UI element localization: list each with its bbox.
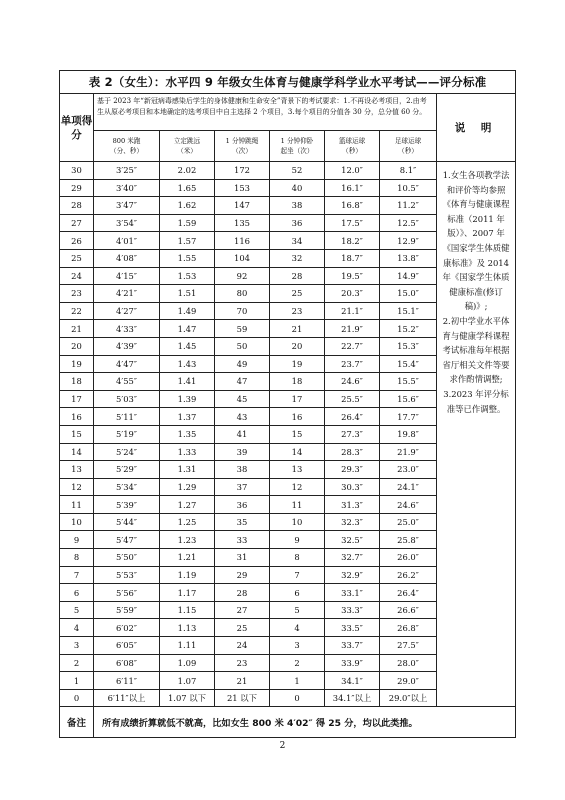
value-cell: 32 (270, 249, 325, 267)
column-header-unit: （次） (232, 147, 252, 155)
value-cell: 25.8″ (380, 531, 437, 549)
score-cell: 20 (60, 337, 94, 355)
scoring-table (59, 70, 516, 738)
value-cell: 31.3″ (325, 496, 380, 514)
value-cell: 5 (270, 601, 325, 619)
value-cell: 16 (270, 408, 325, 426)
value-cell: 21.1″ (325, 302, 380, 320)
value-cell: 3′54″ (94, 214, 160, 232)
value-cell: 15.0″ (380, 285, 437, 303)
score-cell: 17 (60, 390, 94, 408)
table-row (60, 162, 516, 180)
value-cell: 4′15″ (94, 267, 160, 285)
value-cell: 5′24″ (94, 443, 160, 461)
value-cell: 18.2″ (325, 232, 380, 250)
value-cell: 3′40″ (94, 179, 160, 197)
remark-label: 备注 (60, 707, 94, 738)
value-cell: 135 (215, 214, 270, 232)
column-header (380, 131, 437, 162)
value-cell: 32.3″ (325, 513, 380, 531)
value-cell: 2 (270, 654, 325, 672)
value-cell: 19.5″ (325, 267, 380, 285)
value-cell: 21.9″ (325, 320, 380, 338)
score-cell: 16 (60, 408, 94, 426)
column-header-name: 篮球运球 (338, 137, 366, 145)
value-cell: 14 (270, 443, 325, 461)
value-cell: 3′25″ (94, 162, 160, 180)
value-cell: 27.3″ (325, 425, 380, 443)
score-cell: 22 (60, 302, 94, 320)
score-cell: 9 (60, 531, 94, 549)
value-cell: 9 (270, 531, 325, 549)
value-cell: 21 (270, 320, 325, 338)
value-cell: 13 (270, 461, 325, 479)
score-cell: 12 (60, 478, 94, 496)
column-header (270, 131, 325, 162)
score-cell: 10 (60, 513, 94, 531)
value-cell: 1.53 (160, 267, 215, 285)
value-cell: 37 (215, 478, 270, 496)
value-cell: 34.1″以上 (325, 689, 380, 707)
value-cell: 25.0″ (380, 513, 437, 531)
explanation-notes (437, 162, 516, 707)
value-cell: 26.6″ (380, 601, 437, 619)
value-cell: 17.5″ (325, 214, 380, 232)
value-cell: 5′03″ (94, 390, 160, 408)
value-cell: 4′39″ (94, 337, 160, 355)
score-cell: 0 (60, 689, 94, 707)
value-cell: 1.35 (160, 425, 215, 443)
value-cell: 1.11 (160, 637, 215, 655)
value-cell: 5′50″ (94, 549, 160, 567)
value-cell: 12.9″ (380, 232, 437, 250)
value-cell: 21 以下 (215, 689, 270, 707)
value-cell: 12.5″ (380, 214, 437, 232)
score-cell: 1 (60, 672, 94, 690)
value-cell: 1.29 (160, 478, 215, 496)
value-cell: 70 (215, 302, 270, 320)
value-cell: 1.09 (160, 654, 215, 672)
value-cell: 16.8″ (325, 197, 380, 215)
value-cell: 4′33″ (94, 320, 160, 338)
value-cell: 11.2″ (380, 197, 437, 215)
value-cell: 6 (270, 584, 325, 602)
value-cell: 24 (215, 637, 270, 655)
column-header-name: 足球运球 (394, 137, 422, 145)
value-cell: 27 (215, 601, 270, 619)
value-cell: 24.6″ (325, 373, 380, 391)
value-cell: 11 (270, 496, 325, 514)
value-cell: 36 (270, 214, 325, 232)
value-cell: 1.47 (160, 320, 215, 338)
value-cell: 5′11″ (94, 408, 160, 426)
value-cell: 0 (270, 689, 325, 707)
value-cell: 6′08″ (94, 654, 160, 672)
value-cell: 28 (270, 267, 325, 285)
score-cell: 4 (60, 619, 94, 637)
value-cell: 1.07 以下 (160, 689, 215, 707)
value-cell: 30.3″ (325, 478, 380, 496)
score-cell: 11 (60, 496, 94, 514)
value-cell: 29.0″ (380, 672, 437, 690)
exam-requirement-text: 基于 2023 年“新冠病毒感染后学生的身体健康和生命安全”背景下的考试要求：1.不再设必考项目，2.由考生从原必考项目和本地确定的选考项目中自主选择 2 个项目，3.每个项目的分值各 30 分，总分值 60 分。 (94, 94, 437, 131)
value-cell: 5′39″ (94, 496, 160, 514)
value-cell: 1 (270, 672, 325, 690)
value-cell: 33.1″ (325, 584, 380, 602)
value-cell: 28.3″ (325, 443, 380, 461)
score-cell: 19 (60, 355, 94, 373)
value-cell: 59 (215, 320, 270, 338)
page-number: 2 (279, 741, 286, 751)
value-cell: 27.5″ (380, 637, 437, 655)
value-cell: 4 (270, 619, 325, 637)
value-cell: 1.27 (160, 496, 215, 514)
value-cell: 33.5″ (325, 619, 380, 637)
value-cell: 80 (215, 285, 270, 303)
value-cell: 5′34″ (94, 478, 160, 496)
value-cell: 1.07 (160, 672, 215, 690)
value-cell: 33 (215, 531, 270, 549)
value-cell: 34 (270, 232, 325, 250)
score-cell: 6 (60, 584, 94, 602)
value-cell: 45 (215, 390, 270, 408)
value-cell: 15.6″ (380, 390, 437, 408)
value-cell: 19 (270, 355, 325, 373)
value-cell: 26.8″ (380, 619, 437, 637)
value-cell: 24.6″ (380, 496, 437, 514)
value-cell: 1.65 (160, 179, 215, 197)
column-header (94, 131, 160, 162)
value-cell: 172 (215, 162, 270, 180)
value-cell: 6′05″ (94, 637, 160, 655)
value-cell: 28 (215, 584, 270, 602)
value-cell: 1.59 (160, 214, 215, 232)
value-cell: 1.62 (160, 197, 215, 215)
value-cell: 32.5″ (325, 531, 380, 549)
value-cell: 36 (215, 496, 270, 514)
value-cell: 26.2″ (380, 566, 437, 584)
value-cell: 26.4″ (325, 408, 380, 426)
scoring-standard-sheet (59, 70, 515, 738)
value-cell: 35 (215, 513, 270, 531)
remark-text: 所有成绩折算就低不就高，比如女生 800 米 4′02″ 得 25 分，均以此类推。 (94, 707, 516, 738)
score-header: 单项得分 (60, 94, 94, 162)
value-cell: 21 (215, 672, 270, 690)
value-cell: 4′47″ (94, 355, 160, 373)
explanation-note: 3.2023 年评分标准等已作调整。 (443, 388, 509, 414)
explanation-note: 1.女生各项教学法和评价等均参照《体育与健康课程标准（2011 年版）》、2007 年《国家学生体质健康标准》及 2014 年《国家学生体质健康标准(修订稿)》; (442, 170, 510, 312)
value-cell: 5′19″ (94, 425, 160, 443)
column-header (215, 131, 270, 162)
value-cell: 21.9″ (380, 443, 437, 461)
value-cell: 14.9″ (380, 267, 437, 285)
value-cell: 50 (215, 337, 270, 355)
value-cell: 15.5″ (380, 373, 437, 391)
value-cell: 5′44″ (94, 513, 160, 531)
value-cell: 31 (215, 549, 270, 567)
value-cell: 32.9″ (325, 566, 380, 584)
value-cell: 24.1″ (380, 478, 437, 496)
value-cell: 6′11″以上 (94, 689, 160, 707)
column-header-unit: （米） (177, 147, 197, 155)
value-cell: 1.51 (160, 285, 215, 303)
value-cell: 33.7″ (325, 637, 380, 655)
score-cell: 26 (60, 232, 94, 250)
value-cell: 39 (215, 443, 270, 461)
value-cell: 15.1″ (380, 302, 437, 320)
value-cell: 1.41 (160, 373, 215, 391)
value-cell: 33.9″ (325, 654, 380, 672)
value-cell: 92 (215, 267, 270, 285)
value-cell: 116 (215, 232, 270, 250)
value-cell: 17.7″ (380, 408, 437, 426)
value-cell: 22.7″ (325, 337, 380, 355)
value-cell: 20.3″ (325, 285, 380, 303)
value-cell: 18.7″ (325, 249, 380, 267)
value-cell: 1.39 (160, 390, 215, 408)
value-cell: 29.3″ (325, 461, 380, 479)
score-cell: 28 (60, 197, 94, 215)
value-cell: 6′11″ (94, 672, 160, 690)
value-cell: 147 (215, 197, 270, 215)
value-cell: 8.1″ (380, 162, 437, 180)
score-cell: 15 (60, 425, 94, 443)
value-cell: 15.3″ (380, 337, 437, 355)
column-header-unit: （秒） (342, 147, 362, 155)
value-cell: 25.5″ (325, 390, 380, 408)
value-cell: 32.7″ (325, 549, 380, 567)
score-cell: 5 (60, 601, 94, 619)
value-cell: 1.15 (160, 601, 215, 619)
column-header-name: 立定跳远 (173, 137, 201, 145)
value-cell: 23.0″ (380, 461, 437, 479)
value-cell: 38 (215, 461, 270, 479)
score-cell: 27 (60, 214, 94, 232)
score-cell: 23 (60, 285, 94, 303)
value-cell: 20 (270, 337, 325, 355)
value-cell: 18 (270, 373, 325, 391)
score-cell: 14 (60, 443, 94, 461)
value-cell: 2.02 (160, 162, 215, 180)
value-cell: 23.7″ (325, 355, 380, 373)
value-cell: 23 (215, 654, 270, 672)
score-cell: 29 (60, 179, 94, 197)
value-cell: 5′56″ (94, 584, 160, 602)
value-cell: 4′55″ (94, 373, 160, 391)
score-cell: 7 (60, 566, 94, 584)
value-cell: 1.55 (160, 249, 215, 267)
value-cell: 29.0″以上 (380, 689, 437, 707)
score-cell: 2 (60, 654, 94, 672)
value-cell: 26.4″ (380, 584, 437, 602)
score-cell: 25 (60, 249, 94, 267)
value-cell: 10.5″ (380, 179, 437, 197)
column-header-name: 800 米跑 (112, 137, 141, 145)
value-cell: 25 (270, 285, 325, 303)
value-cell: 3 (270, 637, 325, 655)
score-cell: 24 (60, 267, 94, 285)
value-cell: 104 (215, 249, 270, 267)
column-header (160, 131, 215, 162)
value-cell: 4′27″ (94, 302, 160, 320)
value-cell: 15.2″ (380, 320, 437, 338)
score-cell: 13 (60, 461, 94, 479)
value-cell: 1.23 (160, 531, 215, 549)
value-cell: 1.49 (160, 302, 215, 320)
value-cell: 5′29″ (94, 461, 160, 479)
column-header-unit: 起坐（次） (280, 147, 314, 155)
value-cell: 7 (270, 566, 325, 584)
value-cell: 13.8″ (380, 249, 437, 267)
score-rows (60, 162, 516, 707)
value-cell: 1.21 (160, 549, 215, 567)
value-cell: 33.3″ (325, 601, 380, 619)
column-header-name: 1 分钟跳绳 (225, 137, 259, 145)
value-cell: 4′21″ (94, 285, 160, 303)
value-cell: 15.4″ (380, 355, 437, 373)
value-cell: 29 (215, 566, 270, 584)
value-cell: 15 (270, 425, 325, 443)
value-cell: 41 (215, 425, 270, 443)
value-cell: 5′53″ (94, 566, 160, 584)
column-header-unit: （秒） (398, 147, 418, 155)
score-cell: 8 (60, 549, 94, 567)
value-cell: 12 (270, 478, 325, 496)
value-cell: 38 (270, 197, 325, 215)
score-cell: 18 (60, 373, 94, 391)
value-cell: 17 (270, 390, 325, 408)
value-cell: 6′02″ (94, 619, 160, 637)
value-cell: 40 (270, 179, 325, 197)
explanation-note: 2.初中学业水平体育与健康学科课程考试标准每年根据省厅相关文件等要求作酌情调整; (442, 315, 510, 385)
value-cell: 43 (215, 408, 270, 426)
value-cell: 16.1″ (325, 179, 380, 197)
column-header-name: 1 分钟仰卧 (280, 137, 314, 145)
value-cell: 1.43 (160, 355, 215, 373)
value-cell: 25 (215, 619, 270, 637)
value-cell: 1.25 (160, 513, 215, 531)
value-cell: 1.19 (160, 566, 215, 584)
value-cell: 26.0″ (380, 549, 437, 567)
column-header (325, 131, 380, 162)
value-cell: 5′59″ (94, 601, 160, 619)
value-cell: 19.8″ (380, 425, 437, 443)
value-cell: 1.57 (160, 232, 215, 250)
value-cell: 4′01″ (94, 232, 160, 250)
value-cell: 23 (270, 302, 325, 320)
table-title: 表 2（女生）：水平四 9 年级女生体育与健康学科学业水平考试——评分标准 (60, 71, 516, 94)
column-header-unit: （分、秒） (110, 147, 143, 155)
value-cell: 10 (270, 513, 325, 531)
score-cell: 30 (60, 162, 94, 180)
value-cell: 1.13 (160, 619, 215, 637)
value-cell: 3′47″ (94, 197, 160, 215)
value-cell: 52 (270, 162, 325, 180)
value-cell: 12.0″ (325, 162, 380, 180)
value-cell: 28.0″ (380, 654, 437, 672)
score-cell: 3 (60, 637, 94, 655)
value-cell: 1.31 (160, 461, 215, 479)
value-cell: 8 (270, 549, 325, 567)
value-cell: 47 (215, 373, 270, 391)
value-cell: 5′47″ (94, 531, 160, 549)
explain-header: 说 明 (437, 94, 516, 162)
value-cell: 1.33 (160, 443, 215, 461)
value-cell: 1.17 (160, 584, 215, 602)
value-cell: 153 (215, 179, 270, 197)
value-cell: 1.37 (160, 408, 215, 426)
value-cell: 1.45 (160, 337, 215, 355)
value-cell: 34.1″ (325, 672, 380, 690)
value-cell: 4′08″ (94, 249, 160, 267)
value-cell: 49 (215, 355, 270, 373)
score-cell: 21 (60, 320, 94, 338)
